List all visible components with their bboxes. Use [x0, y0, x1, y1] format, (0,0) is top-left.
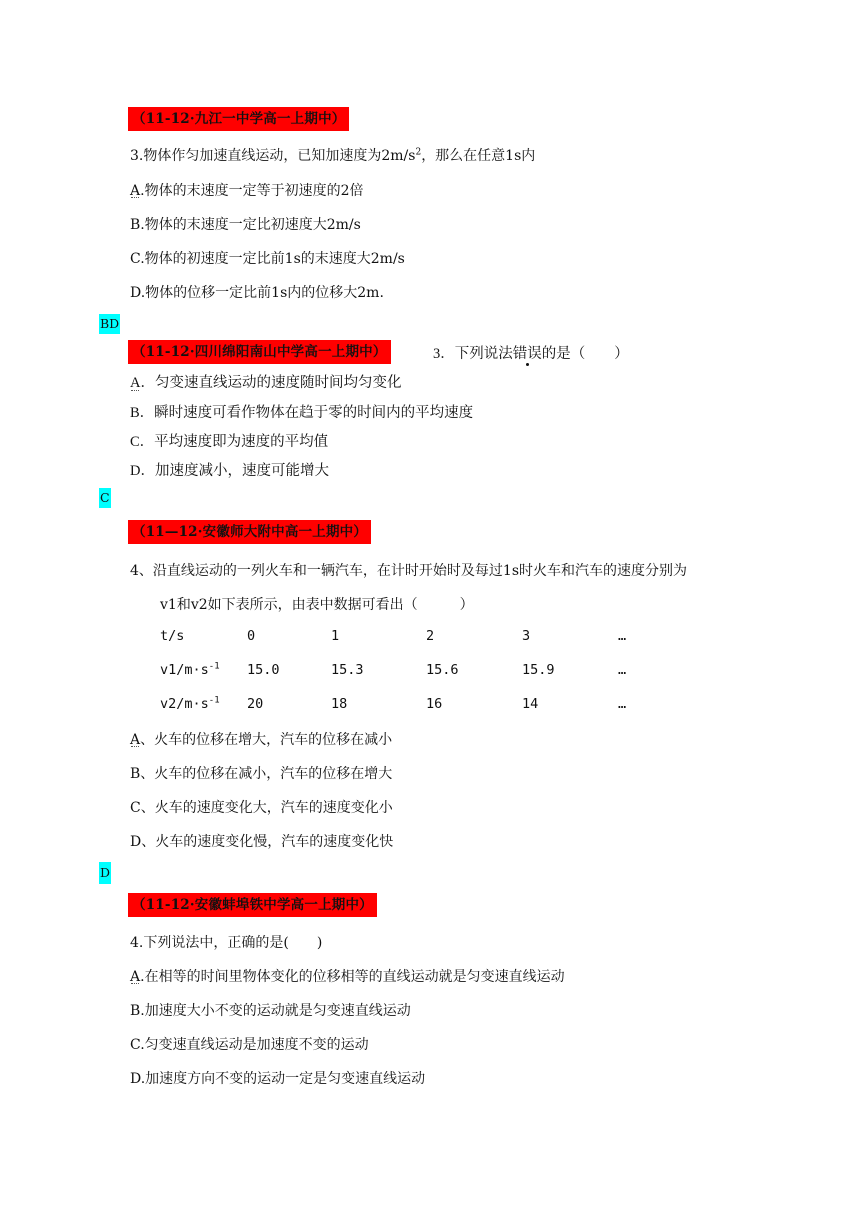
- table-cell: 18: [331, 696, 348, 712]
- option-mark: C: [130, 1037, 141, 1053]
- option-text: .物体的初速度一定比前1s的末速度大2m/s: [140, 251, 405, 267]
- table-row-label: t/s: [160, 628, 185, 644]
- question-stem-q1: [130, 145, 535, 165]
- question-stem-q3-line2: v1和v2如下表所示，由表中数据可看出（ ）: [160, 597, 474, 613]
- option-d: [130, 459, 329, 480]
- option-mark: A: [130, 375, 141, 391]
- answer-tag-q1: BD: [99, 314, 120, 334]
- option-b: [130, 1000, 411, 1020]
- option-d: [130, 831, 393, 851]
- source-tag-q3: （11—12·安徽师大附中高一上期中）: [128, 520, 371, 544]
- table-cell: 0: [247, 628, 256, 644]
- option-text: .加速度方向不变的运动一定是匀变速直线运动: [140, 1071, 426, 1087]
- option-mark: B: [130, 405, 140, 421]
- option-text: .在相等的时间里物体变化的位移相等的直线运动就是匀变速直线运动: [140, 969, 565, 985]
- question-stem-q2: [433, 342, 629, 363]
- question-stem-q3-line1: 4、沿直线运动的一列火车和一辆汽车，在计时开始时及每过1s时火车和汽车的速度分别为: [130, 563, 687, 579]
- table-row-label: $v2/m\cdot s^{-1}$: [160, 695, 220, 712]
- stem-text: 3．下列说法: [433, 346, 513, 362]
- table-cell: …: [618, 696, 627, 712]
- option-text: .匀变速直线运动是加速度不变的运动: [140, 1037, 369, 1053]
- answer-tag-q2: C: [99, 488, 111, 508]
- option-mark: B: [130, 1003, 141, 1019]
- stem-superscript: 2: [415, 147, 422, 158]
- option-mark: C: [130, 251, 141, 267]
- option-mark: D: [130, 834, 142, 850]
- option-d: [130, 282, 384, 302]
- option-a: [130, 966, 565, 986]
- option-text: ．瞬时速度可看作物体在趋于零的时间内的平均速度: [139, 405, 474, 421]
- table-cell: 16: [426, 696, 443, 712]
- option-c: [130, 1034, 369, 1054]
- option-text: ．匀变速直线运动的速度随时间均匀变化: [140, 375, 402, 391]
- table-cell: 14: [522, 696, 539, 712]
- table-cell: 15.3: [331, 662, 364, 678]
- table-row-label: $v1/m\cdot s^{-1}$: [160, 661, 220, 678]
- table-cell: …: [618, 628, 627, 644]
- option-b: [130, 214, 361, 234]
- option-text: 、火车的位移在增大，汽车的位移在减小: [140, 732, 393, 748]
- option-text: .加速度大小不变的运动就是匀变速直线运动: [140, 1003, 411, 1019]
- option-b: [130, 401, 473, 422]
- option-text: 、火车的速度变化大，汽车的速度变化小: [140, 800, 393, 816]
- option-mark: C: [130, 800, 141, 816]
- source-tag-q2: （11-12·四川绵阳南山中学高一上期中）: [128, 340, 391, 364]
- table-cell: 20: [247, 696, 264, 712]
- option-text: .物体的末速度一定等于初速度的2倍: [140, 183, 364, 199]
- source-tag-q1: （11-12·九江一中学高一上期中）: [128, 107, 349, 131]
- option-c: [130, 248, 405, 268]
- option-mark: B: [130, 217, 141, 233]
- table-cell: …: [618, 662, 627, 678]
- table-cell: 3: [522, 628, 531, 644]
- table-cell: 15.6: [426, 662, 459, 678]
- option-mark: A: [130, 183, 141, 199]
- option-text: 、火车的位移在减小，汽车的位移在增大: [140, 766, 393, 782]
- option-mark: A: [130, 732, 141, 748]
- table-cell: 15.0: [247, 662, 280, 678]
- option-a: [130, 371, 401, 392]
- option-b: [130, 763, 392, 783]
- option-mark: C: [130, 434, 140, 450]
- table-cell: 2: [426, 628, 435, 644]
- option-a: [130, 729, 392, 749]
- option-c: [130, 430, 328, 451]
- stem-text: 3.物体作匀加速直线运动，已知加速度为2m/s: [130, 148, 416, 164]
- table-cell: 15.9: [522, 662, 555, 678]
- emphasized-text: 错误: [512, 346, 542, 362]
- answer-tag-q3: D: [99, 862, 111, 884]
- option-mark: A: [130, 969, 141, 985]
- option-mark: D: [130, 1071, 141, 1087]
- option-text: ．平均速度即为速度的平均值: [139, 434, 329, 450]
- option-mark: B: [130, 766, 141, 782]
- option-text: ．加速度减小，速度可能增大: [140, 463, 329, 479]
- question-stem-q4: 4.下列说法中，正确的是( ): [130, 935, 323, 951]
- option-text: 、火车的速度变化慢，汽车的速度变化快: [141, 834, 394, 850]
- table-cell: 1: [331, 628, 340, 644]
- option-text: .物体的末速度一定比初速度大2m/s: [140, 217, 361, 233]
- option-mark: D: [130, 463, 141, 479]
- option-mark: D: [130, 285, 141, 301]
- option-d: [130, 1068, 425, 1088]
- stem-text: 的是（ ）: [541, 346, 629, 362]
- source-tag-q4: （11-12·安徽蚌埠铁中学高一上期中）: [128, 893, 377, 917]
- option-a: [130, 180, 363, 200]
- option-c: [130, 797, 393, 817]
- option-text: .物体的位移一定比前1s内的位移大2m.: [140, 285, 384, 301]
- stem-text: ，那么在任意1s内: [421, 148, 536, 164]
